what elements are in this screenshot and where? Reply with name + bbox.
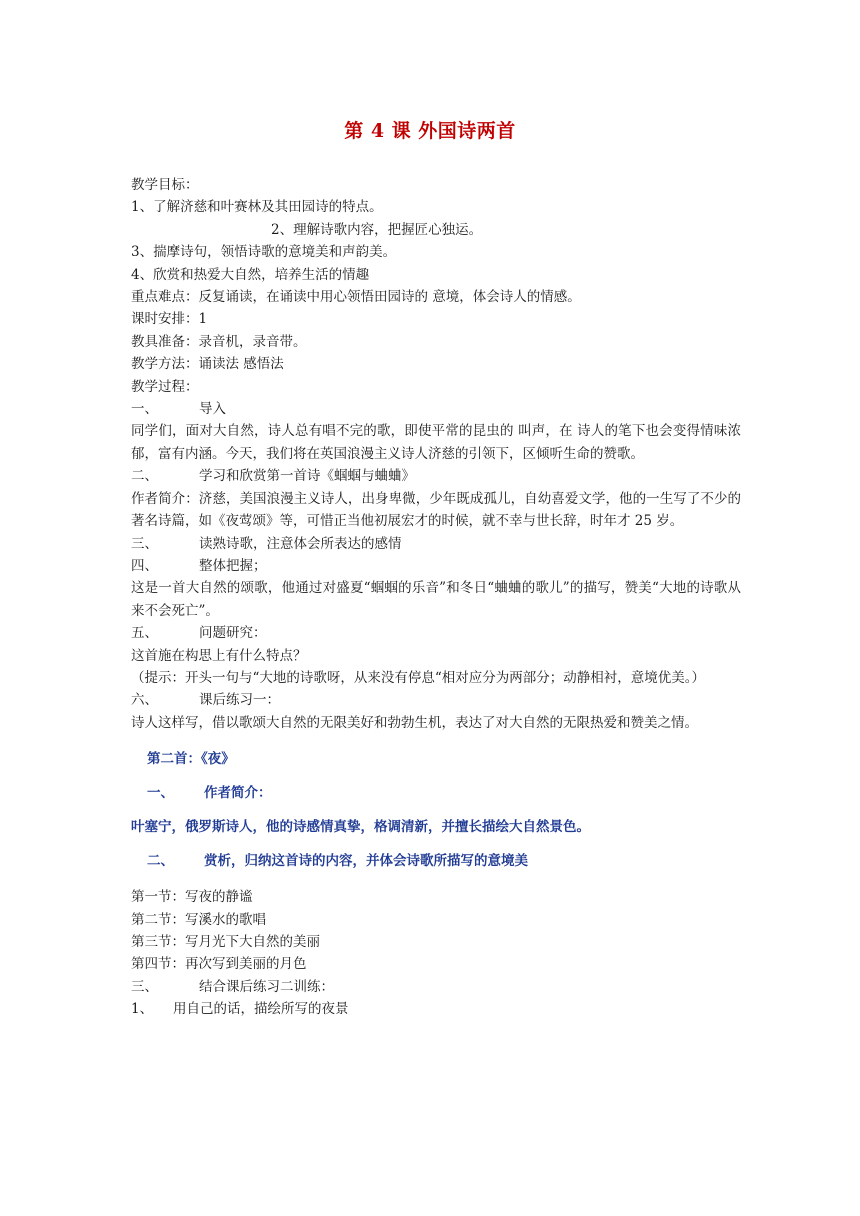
stanza-3: 第三节：写月光下大自然的美丽 — [131, 933, 320, 950]
section-3-heading — [131, 533, 741, 555]
second-author-heading — [131, 776, 741, 810]
hint-paragraph: （提示：开头一句与“大地的诗歌呀，从来没有停息“相对应分为两部分；动静相衬，意境优美。） — [131, 669, 706, 686]
section-text: 结合课后练习二训练： — [199, 978, 334, 995]
objective-3: 3、揣摩诗句，领悟诗歌的意境美和声韵美。 — [131, 244, 397, 261]
section-number: 二、 — [147, 853, 174, 870]
section-6-heading — [131, 689, 741, 711]
section-text: 赏析，归纳这首诗的内容，并体会诗歌所描写的意境美 — [204, 853, 528, 870]
second-analysis-heading — [131, 844, 741, 878]
section-number: 一、 — [147, 785, 174, 802]
second-poem-block — [131, 742, 741, 878]
practice-item-1 — [131, 998, 741, 1020]
section-number: 六、 — [131, 692, 158, 709]
section-text: 读熟诗歌，注意体会所表达的感情 — [199, 535, 402, 552]
stanza-1: 第一节：写夜的静谧 — [131, 889, 253, 906]
section-number: 一、 — [131, 401, 158, 418]
section-number: 五、 — [131, 625, 158, 642]
class-hours: 课时安排：1 — [131, 311, 208, 328]
section-text: 学习和欣赏第一首诗《蝈蝈与蛐蛐》 — [199, 468, 415, 485]
stanza-2: 第二节：写溪水的歌唱 — [131, 911, 266, 928]
section-4-heading — [131, 555, 741, 577]
question-line: 这首施在构思上有什么特点？ — [131, 647, 307, 664]
overview-paragraph: 这是一首大自然的颂歌，他通过对盛夏“蝈蝈的乐音”和冬日“蛐蛐的歌儿”的描写，赞美“大地的诗歌从来不会死亡”。 — [131, 580, 741, 619]
document-body — [131, 174, 741, 1021]
objective-4: 4、欣赏和热爱大自然，培养生活的情趣 — [131, 266, 370, 283]
section-number: 三、 — [131, 535, 158, 552]
section-text: 问题研究： — [199, 625, 267, 642]
item-text: 用自己的话，描绘所写的夜景 — [173, 1001, 349, 1018]
section-2-heading — [131, 465, 741, 487]
page-title: 第 4 课 外国诗两首 — [344, 120, 516, 142]
second-poem-title: 第二首：《夜》 — [147, 751, 235, 768]
section-text: 整体把握； — [199, 557, 267, 574]
intro-paragraph: 同学们，面对大自然，诗人总有唱不完的歌，即使平常的昆虫的 叫声，在 诗人的笔下也会变得情味浓郁，富有内涵。今天，我们将在英国浪漫主义诗人济慈的引领下，区倾听生命的赞歌。 — [131, 423, 741, 462]
objectives-heading: 教学目标： — [131, 177, 199, 193]
practice-heading — [131, 976, 741, 998]
key-points: 重点难点：反复诵读，在诵读中用心领悟田园诗的 意境，体会诗人的情感。 — [131, 289, 581, 306]
section-5-heading — [131, 622, 741, 644]
stanza-4: 第四节：再次写到美丽的月色 — [131, 956, 307, 973]
section-text: 作者简介： — [204, 785, 272, 802]
section-number: 二、 — [131, 468, 158, 485]
section-text: 课后练习一： — [199, 692, 280, 709]
teaching-methods: 教学方法：诵读法 感悟法 — [131, 356, 284, 373]
section-text: 导入 — [199, 401, 226, 418]
author-paragraph: 作者简介：济慈，美国浪漫主义诗人，出身卑微，少年既成孤儿，自幼喜爱文学，他的一生写了不少的著名诗篇，如《夜莺颂》等，可惜正当他初展宏才的时候，就不幸与世长辞，时年才 25 岁。 — [131, 490, 741, 530]
section-1-heading — [131, 398, 741, 420]
objective-2: 2、理解诗歌内容，把握匠心独运。 — [271, 221, 483, 238]
item-number: 1、 — [131, 1001, 154, 1018]
second-author-intro: 叶塞宁，俄罗斯诗人，他的诗感情真挚，格调清新，并擅长描绘大自然景色。 — [131, 819, 590, 836]
section-number: 四、 — [131, 557, 158, 574]
section-number: 三、 — [131, 978, 158, 995]
objective-1: 1、了解济慈和叶赛林及其田园诗的特点。 — [131, 199, 383, 216]
exercise-paragraph: 诗人这样写，借以歌颂大自然的无限美好和勃勃生机，表达了对大自然的无限热爱和赞美之情。 — [131, 714, 698, 731]
process-heading: 教学过程： — [131, 378, 199, 395]
teaching-aids: 教具准备：录音机，录音带。 — [131, 333, 307, 350]
